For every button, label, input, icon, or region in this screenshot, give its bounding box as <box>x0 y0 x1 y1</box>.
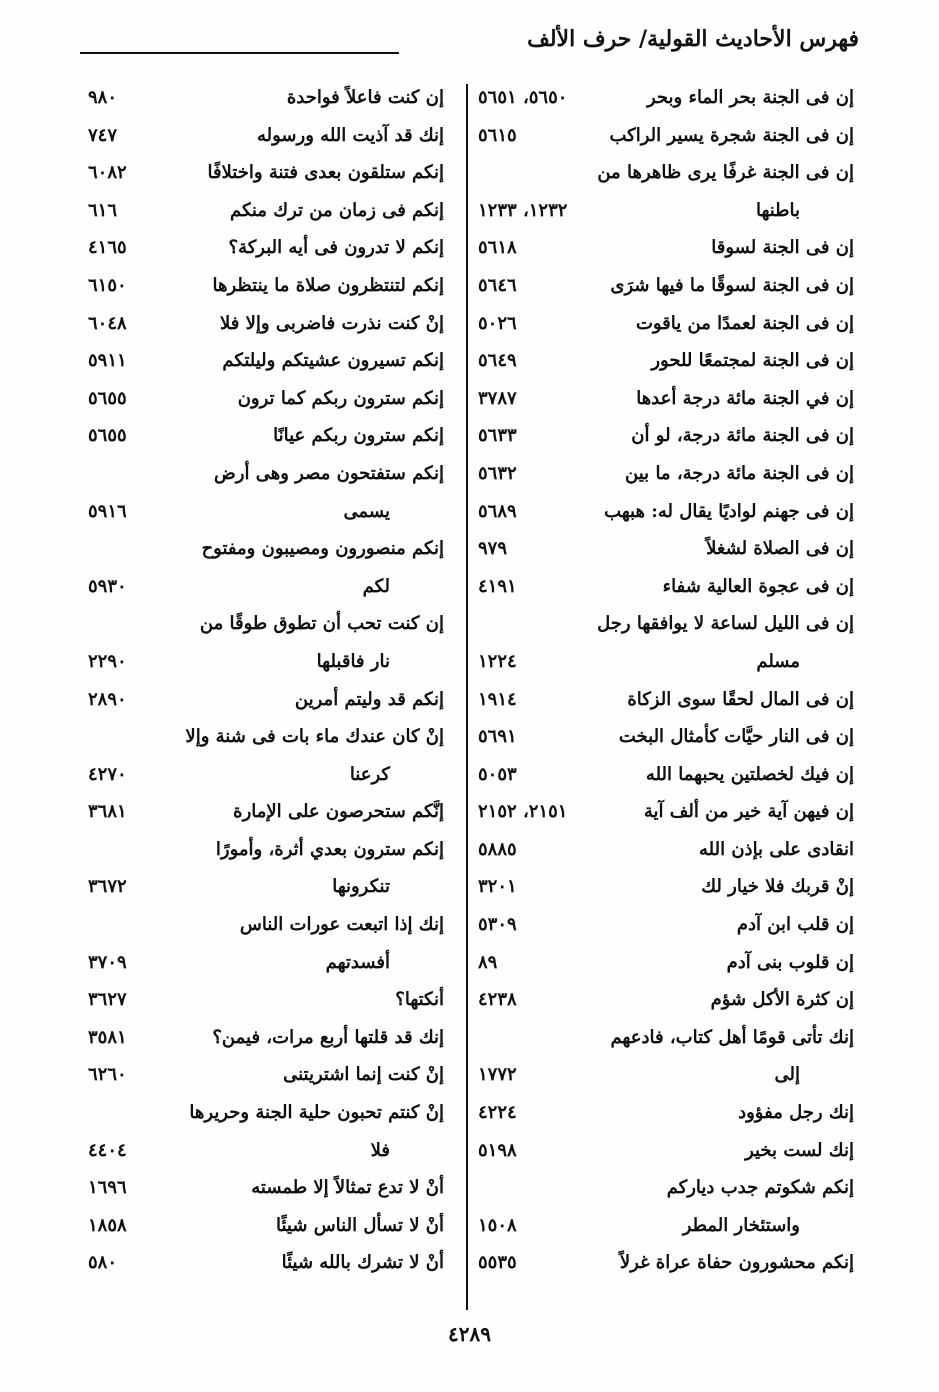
index-entry <box>86 648 444 686</box>
entry-text: إنكم ستفتحون مصر وهى أرض <box>213 462 444 484</box>
entry-text: مسلم <box>756 650 800 672</box>
entry-number: ٩٨٠ <box>88 87 118 108</box>
entry-number: ٤١٩١ <box>478 575 517 597</box>
index-entry <box>476 573 854 611</box>
index-entry <box>476 234 854 272</box>
entry-number: ٥٦٤٦ <box>478 274 517 296</box>
index-entry <box>86 234 444 272</box>
entry-text: نار فاقبلها <box>316 650 390 672</box>
entry-text: تنكرونها <box>332 876 390 898</box>
entry-number: ١٦٩٦ <box>88 1177 127 1199</box>
entry-text: أنكتها؟ <box>395 989 444 1011</box>
entry-text: إنك إذا اتبعت عورات الناس <box>239 914 444 936</box>
entry-text: إن قلوب بنى آدم <box>726 951 854 973</box>
index-entry <box>476 873 854 911</box>
entry-text: إن فى الجنة لمجتمعًا للحور <box>651 350 854 372</box>
entry-number: ١٢٢٤ <box>478 650 517 672</box>
entry-text: واستئخار المطر <box>682 1214 800 1236</box>
entry-number: ٣٧٨٧ <box>478 387 517 409</box>
column-divider <box>466 84 468 1310</box>
index-entry <box>86 836 444 874</box>
entry-number: ٥٦١٨ <box>478 237 517 259</box>
entry-text: إن كنت فاعلاً فواحدة <box>286 87 444 108</box>
index-entry <box>86 949 444 987</box>
index-entry <box>476 460 854 498</box>
entry-number: ١٥٠٨ <box>478 1214 517 1236</box>
entry-number: ٥٦٩١ <box>478 726 517 748</box>
entry-text: إن فى الجنة غرفًا يرى ظاهرها من <box>597 162 854 184</box>
entry-number: ٢٢٩٠ <box>88 650 127 672</box>
index-entry <box>86 197 444 235</box>
entry-text: إن فى الجنة بحر الماء وبحر <box>647 87 854 108</box>
entry-text: إن كنت تحب أن تطوق طوقًا من <box>199 613 444 635</box>
entry-text: إن كثرة الأكل شؤم <box>710 989 854 1011</box>
index-entry <box>476 197 854 235</box>
entry-text: إنَّكم ستحرصون على الإمارة <box>233 801 444 823</box>
entry-number: ٥٨٠ <box>88 1252 118 1274</box>
index-entry <box>476 648 854 686</box>
entry-number: ٣٢٠١ <box>478 876 517 898</box>
entry-number: ١٩١٤ <box>478 688 517 710</box>
entry-number: ٤١٦٥ <box>88 237 127 259</box>
entry-number: ١٢٣٢، ١٢٣٣ <box>478 199 568 221</box>
index-entry <box>476 535 854 573</box>
entry-text: إنك قد قلتها أربع مرات، فيمن؟ <box>212 1026 444 1048</box>
index-entry <box>476 498 854 536</box>
entry-text: إنكم منصورون ومصيبون ومفتوح <box>201 538 444 560</box>
entry-number: ٣٦٧٢ <box>88 876 127 898</box>
entry-number: ٥٦٨٩ <box>478 500 517 522</box>
index-column-left <box>86 84 444 1287</box>
entry-text: إنكم لتنتظرون صلاة ما ينتظرها <box>212 274 444 296</box>
entry-text: إن فى عجوة العالية شفاء <box>662 575 854 597</box>
entry-number: ٥٩١١ <box>88 350 127 372</box>
entry-text: إن قلب ابن آدم <box>736 914 854 936</box>
entry-text: لكم <box>362 575 390 597</box>
index-entry <box>86 272 444 310</box>
entry-text: أفسدتهم <box>325 951 390 973</box>
entry-text: أنْ لا تسأل الناس شيئًا <box>276 1214 444 1236</box>
index-entry <box>86 1174 444 1212</box>
entry-text: إن فيهن آية خير من ألف آية <box>643 801 854 823</box>
entry-text: إنكم شكوتم جدب دياركم <box>666 1177 854 1199</box>
entry-text: إنكم سترون بعدي أثرة، وأمورًا <box>215 838 444 860</box>
entry-text: إنكم ستلقون بعدى فتنة واختلافًا <box>207 162 444 184</box>
entry-text: إن فيك لخصلتين يحبهما الله <box>645 763 854 785</box>
index-entry <box>86 723 444 761</box>
entry-text: إن فى الجنة شجرة يسير الراكب <box>609 124 854 146</box>
entry-number: ٦٢٦٠ <box>88 1064 127 1086</box>
index-entry <box>476 836 854 874</box>
index-entry <box>86 911 444 949</box>
entry-text: إن في الجنة مائة درجة أعدها <box>636 387 854 409</box>
entry-number: ٥١٩٨ <box>478 1139 517 1161</box>
index-entry <box>86 310 444 348</box>
entry-number: ٥٦٤٩ <box>478 350 517 372</box>
entry-text: انقادى على بإذن الله <box>698 838 854 860</box>
entry-number: ٥٨٨٥ <box>478 838 517 860</box>
entry-text: إن فى جهنم لواديًا يقال له: هبهب <box>604 500 854 522</box>
entry-text: إنْ قربك فلا خيار لك <box>701 876 854 898</box>
entry-number: ٤٤٠٤ <box>88 1139 127 1161</box>
index-entry <box>86 422 444 460</box>
entry-text: إنكم قد وليتم أمرين <box>294 688 444 710</box>
entry-number: ٥٦٥٠، ٥٦٥١ <box>478 87 568 108</box>
entry-text: إن فى الصلاة لشغلاً <box>706 538 854 560</box>
index-entry <box>86 798 444 836</box>
index-entry <box>86 610 444 648</box>
entry-text: إن فى الليل لساعة لا يوافقها رجل <box>597 613 854 635</box>
entry-number: ٥٩١٦ <box>88 500 127 522</box>
index-entry <box>476 798 854 836</box>
index-entry <box>86 535 444 573</box>
index-entry <box>476 1212 854 1250</box>
index-entry <box>476 347 854 385</box>
index-entry <box>86 347 444 385</box>
entry-text: فلا <box>370 1139 390 1161</box>
entry-text: إنْ كنت إنما اشتريتنى <box>283 1064 444 1086</box>
entry-number: ٧٤٧ <box>88 124 118 146</box>
entry-number: ٦١٦ <box>88 199 118 221</box>
index-entry <box>476 1061 854 1099</box>
index-entry <box>86 498 444 536</box>
entry-number: ٣٧٠٩ <box>88 951 127 973</box>
index-entry <box>476 986 854 1024</box>
entry-text: باطنها <box>755 199 800 221</box>
entry-number: ٥٦٥٥ <box>88 387 127 409</box>
index-entry <box>476 686 854 724</box>
entry-number: ٥٠٥٣ <box>478 763 517 785</box>
entry-text: إنكم لا تدرون فى أيه البركة؟ <box>228 237 444 259</box>
entry-text: إنْ كنتم تحبون حلية الجنة وحريرها <box>189 1102 444 1124</box>
entry-number: ٦١٥٠ <box>88 274 127 296</box>
entry-number: ٥٩٣٠ <box>88 575 127 597</box>
index-entry <box>86 122 444 160</box>
index-entry <box>86 84 444 122</box>
index-entry <box>86 1024 444 1062</box>
entry-text: إن فى الجنة لسوقا <box>711 237 854 259</box>
index-entry <box>86 1212 444 1250</box>
entry-number: ٥٦١٥ <box>478 124 517 146</box>
entry-number: ٦٠٤٨ <box>88 312 127 334</box>
entry-number: ٩٧٩ <box>478 538 508 560</box>
entry-number: ٣٦٨١ <box>88 801 127 823</box>
entry-number: ٥٣٠٩ <box>478 914 517 936</box>
entry-number: ٥٥٣٥ <box>478 1252 517 1274</box>
index-entry <box>86 686 444 724</box>
index-entry <box>86 573 444 611</box>
entry-number: ٢١٥١، ٢١٥٢ <box>478 801 568 823</box>
entry-text: إنْ كان عندك ماء بات فى شنة وإلا <box>185 726 444 748</box>
entry-text: إنكم فى زمان من ترك منكم <box>229 199 444 221</box>
index-entry <box>476 422 854 460</box>
entry-text: أنْ لا تشرك بالله شيئًا <box>281 1252 444 1274</box>
entry-text: إنْ كنت نذرت فاضربى وإلا فلا <box>220 312 444 334</box>
entry-number: ٤٢٢٤ <box>478 1102 517 1124</box>
entry-number: ٣٥٨١ <box>88 1026 127 1048</box>
index-entry <box>86 1137 444 1175</box>
index-column-right <box>476 84 854 1287</box>
index-entry <box>476 1249 854 1287</box>
entry-text: إن فى المال لحقًا سوى الزكاة <box>627 688 854 710</box>
entry-text: إن فى الجنة مائة درجة، لو أن <box>631 425 854 447</box>
entry-text: إن فى الجنة لعمدًا من ياقوت <box>635 312 854 334</box>
entry-text: إنك رجل مفؤود <box>738 1102 854 1124</box>
index-entry <box>86 1099 444 1137</box>
index-entry <box>476 310 854 348</box>
index-entry <box>476 122 854 160</box>
index-entry <box>476 911 854 949</box>
entry-number: ٥٦٣٢ <box>478 462 517 484</box>
index-entry <box>86 873 444 911</box>
entry-number: ٤٢٣٨ <box>478 989 517 1011</box>
index-entry <box>476 84 854 122</box>
entry-text: إن فى النار حيَّات كأمثال البخت <box>618 726 854 748</box>
page-number: ٤٢٨٩ <box>448 1322 491 1346</box>
entry-number: ٥٦٥٥ <box>88 425 127 447</box>
entry-number: ٤٢٧٠ <box>88 763 127 785</box>
index-entry <box>476 159 854 197</box>
entry-text: إنك قد آذيت الله ورسوله <box>257 124 444 146</box>
header-rule <box>80 52 399 54</box>
index-entry <box>476 385 854 423</box>
index-entry <box>86 460 444 498</box>
entry-number: ٨٩ <box>478 951 498 973</box>
entry-text: أنْ لا تدع تمثالاً إلا طمسته <box>251 1177 444 1199</box>
index-entry <box>476 1174 854 1212</box>
index-entry <box>476 272 854 310</box>
entry-text: إنكم محشورون حفاة عراة غرلاً <box>619 1252 854 1274</box>
entry-number: ١٧٧٢ <box>478 1064 517 1086</box>
index-entry <box>476 610 854 648</box>
index-entry <box>86 986 444 1024</box>
entry-text: يسمى <box>343 500 390 522</box>
index-entry <box>86 761 444 799</box>
entry-text: إنكم تسيرون عشيتكم وليلتكم <box>222 350 444 372</box>
index-entry <box>476 1137 854 1175</box>
entry-number: ٦٠٨٢ <box>88 162 127 184</box>
entry-number: ٣٦٢٧ <box>88 989 127 1011</box>
index-entry <box>86 1061 444 1099</box>
entry-number: ٢٨٩٠ <box>88 688 127 710</box>
entry-text: إنكم سترون ربكم عيانًا <box>273 425 444 447</box>
entry-number: ٥٠٢٦ <box>478 312 517 334</box>
page-title: فهرس الأحاديث القولية/ حرف الألف <box>527 26 859 52</box>
index-entry <box>476 949 854 987</box>
index-entry <box>86 1249 444 1287</box>
index-entry <box>86 385 444 423</box>
entry-text: إن فى الجنة مائة درجة، ما بين <box>625 462 854 484</box>
index-entry <box>476 723 854 761</box>
entry-number: ١٨٥٨ <box>88 1214 127 1236</box>
index-entry <box>476 1099 854 1137</box>
entry-text: إنك تأتى قومًا أهل كتاب، فادعهم <box>610 1026 854 1048</box>
entry-text: إلى <box>774 1064 800 1086</box>
entry-text: إن فى الجنة لسوقًا ما فيها شرَى <box>610 274 854 296</box>
entry-text: كرعنا <box>349 763 390 785</box>
index-entry <box>476 1024 854 1062</box>
entry-number: ٥٦٣٣ <box>478 425 517 447</box>
entry-text: إنكم سترون ربكم كما ترون <box>237 387 444 409</box>
entry-text: إنك لست بخير <box>745 1139 854 1161</box>
page-header <box>80 22 859 62</box>
index-entry <box>476 761 854 799</box>
index-entry <box>86 159 444 197</box>
